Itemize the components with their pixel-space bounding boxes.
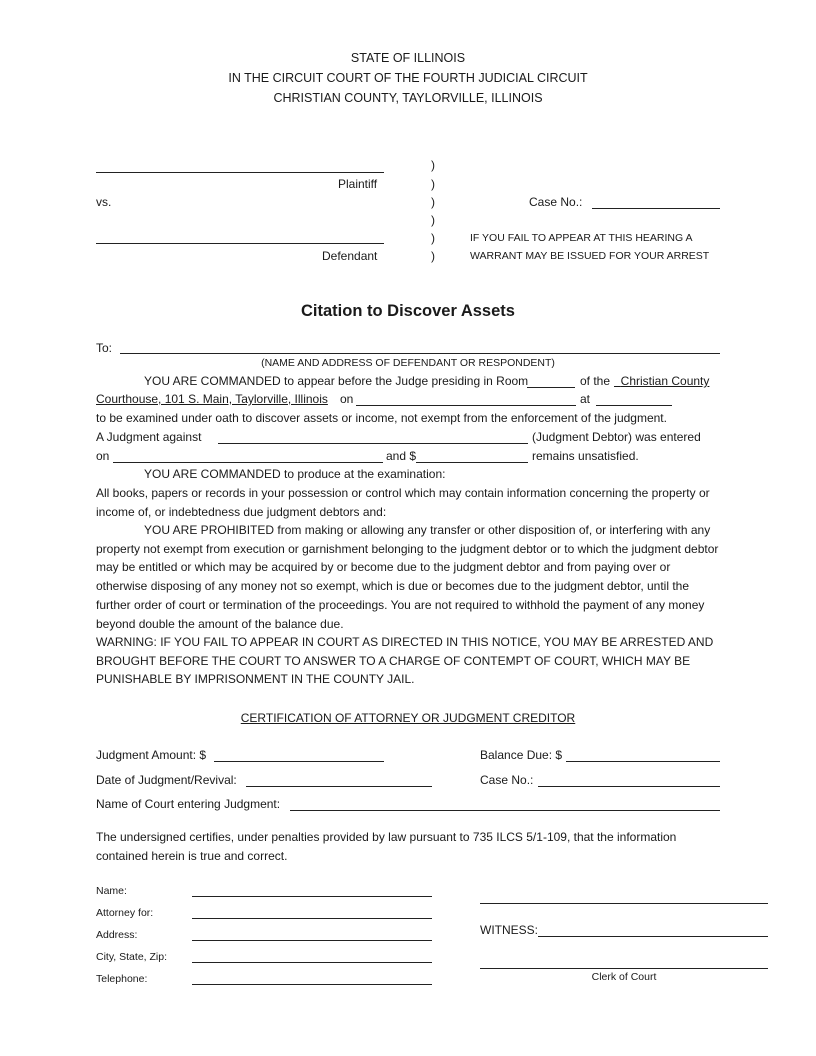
caption-paren: ) — [431, 231, 435, 245]
caption-paren: ) — [431, 249, 435, 263]
caption-paren: ) — [431, 177, 435, 191]
at-text: at — [580, 392, 591, 406]
room-field[interactable] — [527, 387, 575, 388]
name-of-court-label: Name of Court entering Judgment: — [96, 797, 281, 811]
case-no-label: Case No.: — [529, 195, 583, 209]
telephone-label: Telephone: — [96, 973, 148, 985]
date-of-judgment-label: Date of Judgment/Revival: — [96, 773, 237, 787]
address-field[interactable] — [192, 940, 432, 941]
name-of-court-field[interactable] — [290, 810, 720, 811]
court-state: STATE OF ILLINOIS — [350, 51, 466, 65]
telephone-field[interactable] — [192, 984, 432, 985]
balance-due-field[interactable] — [566, 761, 720, 762]
document-title: Citation to Discover Assets — [301, 302, 515, 320]
witness-label: WITNESS: — [480, 923, 539, 937]
cert-case-no-label: Case No.: — [480, 773, 534, 787]
attorney-for-field[interactable] — [192, 918, 432, 919]
certifies-paragraph: The undersigned certifies, under penalties provided by law pursuant to 735 ILCS 5/1-109, that the information contained herein is true and correct. — [96, 830, 677, 863]
address-label: Address: — [96, 929, 138, 941]
caption-paren: ) — [431, 213, 435, 227]
date-of-judgment-field[interactable] — [246, 786, 432, 787]
cert-case-no-field[interactable] — [538, 786, 720, 787]
defendant-label: Defendant — [322, 249, 378, 263]
on-text: on — [340, 392, 354, 406]
clerk-of-court-label: Clerk of Court — [591, 971, 657, 983]
name-field[interactable] — [192, 896, 432, 897]
judgment-against-text: A Judgment against — [96, 430, 202, 444]
time-field[interactable] — [596, 405, 672, 406]
vs-label: vs. — [96, 195, 112, 209]
court-county: CHRISTIAN COUNTY, TAYLORVILLE, ILLINOIS — [273, 91, 543, 105]
hearing-warning-line1: IF YOU FAIL TO APPEAR AT THIS HEARING A — [470, 232, 693, 244]
on2-text: on — [96, 449, 110, 463]
balance-due-label: Balance Due: $ — [480, 748, 563, 762]
caption-paren: ) — [431, 195, 435, 209]
certification-heading: CERTIFICATION OF ATTORNEY OR JUDGMENT CREDITOR — [240, 711, 576, 725]
caption-paren: ) — [431, 158, 435, 172]
to-note: (NAME AND ADDRESS OF DEFENDANT OR RESPONDENT) — [261, 357, 555, 369]
of-the-text: of the — [580, 374, 611, 388]
location-part1 — [614, 374, 709, 388]
plaintiff-label: Plaintiff — [338, 177, 378, 191]
name-label: Name: — [96, 885, 127, 897]
location-part1-text: Christian County — [620, 374, 710, 388]
witness-field[interactable] — [538, 936, 768, 937]
examined-text: to be examined under oath to discover assets or income, not exempt from the enforcement of the judgment. — [96, 411, 667, 425]
remains-text: remains unsatisfied. — [532, 449, 639, 463]
entered-date-field[interactable] — [113, 462, 383, 463]
judgment-amount-field[interactable] — [214, 761, 384, 762]
and-dollar-text: and $ — [386, 449, 417, 463]
judgment-debtor-field[interactable] — [218, 443, 528, 444]
signature-line[interactable] — [480, 903, 768, 904]
defendant-line[interactable] — [96, 243, 384, 244]
plaintiff-line[interactable] — [96, 172, 384, 173]
clerk-signature-line[interactable] — [480, 968, 768, 969]
to-field[interactable] — [120, 353, 720, 354]
city-state-zip-label: City, State, Zip: — [96, 951, 167, 963]
prohibited-paragraph: YOU ARE PROHIBITED from making or allowing any transfer or other disposition of, or interfering with any property not exempt from execution or garnishment belonging to the judgment debtor or to which the judgment debtor may be entitled or which may be acquired by or become due to the judgment debtor and from paying over or otherwise disposing of any money not so exempt, which is due or becomes due to the judgment debtor, until the further order of court or termination of the proceedings. You are not required to withhold the payment of any money beyond double the amount of the balance due. — [96, 523, 719, 631]
contempt-warning-paragraph: WARNING: IF YOU FAIL TO APPEAR IN COURT AS DIRECTED IN THIS NOTICE, YOU MAY BE ARRESTED AND BROUGHT BEFORE THE COURT TO ANSWER TO A CHARGE OF CONTEMPT OF COURT, WHICH MAY BE PUNISHABLE BY IMPRISONMENT IN THE COUNTY JAIL. — [96, 635, 714, 687]
location-part2: Courthouse, 101 S. Main, Taylorville, Illinois — [96, 392, 328, 406]
date-field[interactable] — [356, 405, 576, 406]
judgment-amount-label: Judgment Amount: $ — [96, 748, 207, 762]
to-label: To: — [96, 341, 113, 355]
commanded-appear-text: YOU ARE COMMANDED to appear before the Judge presiding in Room — [144, 374, 529, 388]
judgment-debtor-text: (Judgment Debtor) was entered — [532, 430, 701, 444]
case-no-field[interactable] — [592, 208, 720, 209]
attorney-for-label: Attorney for: — [96, 907, 154, 919]
city-state-zip-field[interactable] — [192, 962, 432, 963]
commanded-produce-text: YOU ARE COMMANDED to produce at the examination: — [144, 467, 446, 481]
hearing-warning-line2: WARRANT MAY BE ISSUED FOR YOUR ARREST — [470, 250, 710, 262]
books-paragraph: All books, papers or records in your possession or control which may contain information concerning the property or income of, or indebtedness due judgment debtors and: — [96, 486, 710, 519]
court-circuit: IN THE CIRCUIT COURT OF THE FOURTH JUDICIAL CIRCUIT — [228, 71, 588, 85]
amount-field[interactable] — [416, 462, 528, 463]
